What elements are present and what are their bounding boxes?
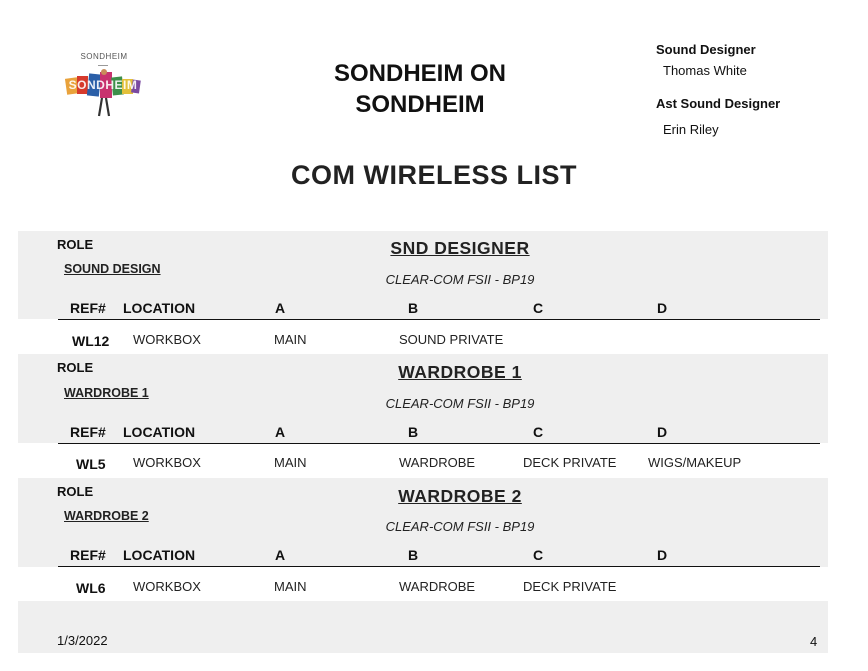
role-label: ROLE [57, 360, 94, 375]
logo-word: SONDHEIM [68, 78, 138, 92]
page-number: 4 [810, 634, 818, 649]
col-header-location: LOCATION [123, 424, 196, 440]
row-b: WARDROBE [399, 455, 476, 470]
col-header-a: A [275, 424, 286, 440]
col-header-d: D [657, 547, 668, 563]
footer-band [18, 601, 828, 653]
logo-rule [98, 65, 108, 66]
section-title: WARDROBE 2 [398, 486, 522, 506]
col-header-ref: REF# [70, 424, 106, 440]
role-name: WARDROBE 1 [64, 386, 149, 400]
col-header-location: LOCATION [123, 300, 196, 316]
col-header-location: LOCATION [123, 547, 196, 563]
logo-caption: SONDHEIM [80, 52, 128, 61]
row-location: WORKBOX [133, 332, 201, 347]
section-title: SND DESIGNER [390, 238, 530, 258]
role-name: WARDROBE 2 [64, 509, 149, 523]
row-a: MAIN [274, 455, 307, 470]
row-b: WARDROBE [399, 579, 476, 594]
row-a: MAIN [274, 579, 307, 594]
row-c: DECK PRIVATE [523, 455, 617, 470]
col-header-b: B [408, 424, 419, 440]
header-rule [58, 443, 820, 444]
header-rule [58, 319, 820, 320]
role-name: SOUND DESIGN [64, 262, 161, 276]
show-logo [62, 52, 144, 124]
row-b: SOUND PRIVATE [399, 332, 504, 347]
credit-label-sound-designer: Sound Designer [656, 42, 756, 57]
credit-label-ast-sound-designer: Ast Sound Designer [656, 96, 781, 111]
col-header-d: D [657, 300, 668, 316]
system-name: CLEAR-COM FSII - BP19 [385, 272, 535, 287]
col-header-a: A [275, 300, 286, 316]
role-label: ROLE [57, 484, 94, 499]
system-name: CLEAR-COM FSII - BP19 [385, 519, 535, 534]
col-header-a: A [275, 547, 286, 563]
row-ref: WL5 [76, 456, 106, 472]
col-header-ref: REF# [70, 547, 106, 563]
col-header-c: C [533, 300, 544, 316]
col-header-c: C [533, 424, 544, 440]
header-rule [58, 566, 820, 567]
section-title: WARDROBE 1 [398, 362, 522, 382]
col-header-c: C [533, 547, 544, 563]
role-label: ROLE [57, 237, 94, 252]
system-name: CLEAR-COM FSII - BP19 [385, 396, 535, 411]
row-a: MAIN [274, 332, 307, 347]
show-title: SONDHEIM ON SONDHEIM [333, 60, 506, 118]
row-c: DECK PRIVATE [523, 579, 617, 594]
footer-date: 1/3/2022 [57, 633, 108, 648]
row-d: WIGS/MAKEUP [648, 455, 742, 470]
col-header-b: B [408, 547, 419, 563]
credit-name-sound-designer: Thomas White [663, 63, 747, 78]
row-ref: WL12 [72, 333, 110, 349]
document-title: COM WIRELESS LIST [290, 160, 577, 190]
row-ref: WL6 [76, 580, 106, 596]
row-location: WORKBOX [133, 455, 201, 470]
col-header-d: D [657, 424, 668, 440]
credit-name-ast-sound-designer: Erin Riley [663, 122, 719, 137]
row-location: WORKBOX [133, 579, 201, 594]
col-header-b: B [408, 300, 419, 316]
logo-art [62, 68, 144, 124]
col-header-ref: REF# [70, 300, 106, 316]
